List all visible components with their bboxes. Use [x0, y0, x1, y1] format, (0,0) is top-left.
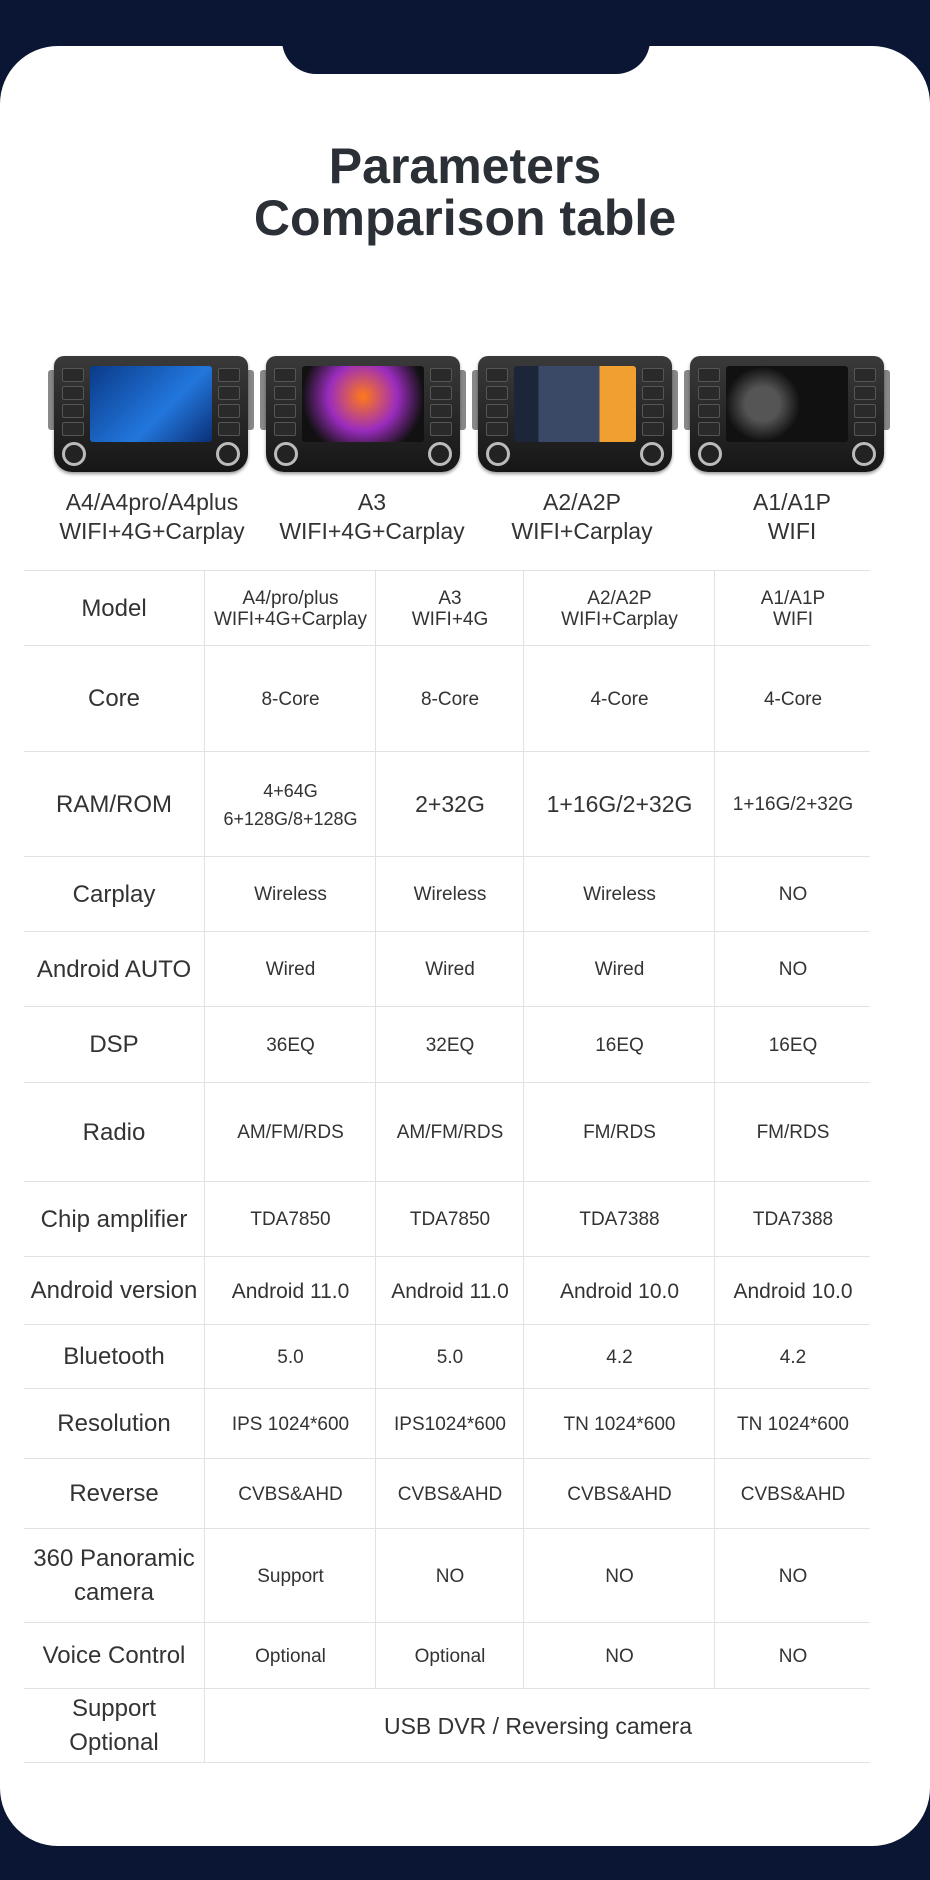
table-row-reverse — [24, 1458, 870, 1529]
table-cell: 1+16G/2+32G — [523, 752, 715, 857]
unit-label-a2: A2/A2P WIFI+Carplay — [511, 489, 653, 544]
table-cell: 2+32G — [375, 752, 524, 857]
table-cell: 16EQ — [714, 1007, 871, 1083]
table-cell: Wired — [375, 932, 524, 1007]
table-cell: A1/A1P WIFI — [714, 571, 871, 646]
screen-image — [90, 366, 212, 442]
table-row-voice-control — [24, 1622, 870, 1689]
table-row-chip-amplifier — [24, 1181, 870, 1257]
table-cell: Wireless — [375, 857, 524, 932]
table-cell: Wired — [204, 932, 376, 1007]
table-cell: 8-Core — [375, 646, 524, 752]
table-cell: AM/FM/RDS — [375, 1083, 524, 1182]
row-label: Reverse — [69, 1480, 159, 1507]
table-cell: Optional — [204, 1623, 376, 1689]
table-cell: NO — [714, 1529, 871, 1623]
table-cell-span: USB DVR / Reversing camera — [204, 1689, 871, 1763]
table-cell: TDA7850 — [375, 1182, 524, 1257]
table-row-model — [24, 570, 870, 646]
table-cell: 32EQ — [375, 1007, 524, 1083]
row-label: RAM/ROM — [56, 790, 172, 818]
table-cell: Android 11.0 — [204, 1257, 376, 1325]
table-cell: NO — [714, 857, 871, 932]
table-cell: Wireless — [523, 857, 715, 932]
table-cell: 5.0 — [375, 1325, 524, 1389]
table-cell: A3 WIFI+4G — [375, 571, 524, 646]
row-label: Carplay — [72, 880, 156, 908]
table-row-android-auto — [24, 931, 870, 1007]
table-cell: CVBS&AHD — [714, 1459, 871, 1529]
table-cell: CVBS&AHD — [204, 1459, 376, 1529]
table-cell: TDA7850 — [204, 1182, 376, 1257]
table-cell: A4/pro/plus WIFI+4G+Carplay — [204, 571, 376, 646]
table-bottom-border — [24, 1762, 870, 1763]
table-cell: 36EQ — [204, 1007, 376, 1083]
table-cell: TN 1024*600 — [714, 1389, 871, 1459]
head-unit-image-a2 — [472, 350, 678, 472]
table-row-radio — [24, 1082, 870, 1182]
table-cell: 1+16G/2+32G — [714, 752, 871, 857]
table-cell: Support — [204, 1529, 376, 1623]
page-title-line1: Parameters — [328, 138, 602, 194]
table-cell: TN 1024*600 — [523, 1389, 715, 1459]
table-cell: NO — [714, 932, 871, 1007]
table-cell: TDA7388 — [714, 1182, 871, 1257]
table-row-360-camera — [24, 1528, 870, 1623]
table-cell: Android 10.0 — [714, 1257, 871, 1325]
unit-label-a3: A3 WIFI+4G+Carplay — [279, 489, 465, 544]
row-label: DSP — [89, 1031, 139, 1058]
table-cell: IPS1024*600 — [375, 1389, 524, 1459]
table-cell: 16EQ — [523, 1007, 715, 1083]
screen-image — [726, 366, 848, 442]
table-cell: FM/RDS — [714, 1083, 871, 1182]
table-cell: 4+64G 6+128G/8+128G — [204, 752, 376, 857]
screen-image — [302, 366, 424, 442]
row-label: Radio — [82, 1118, 146, 1146]
table-row-resolution — [24, 1388, 870, 1459]
head-unit-image-a3 — [260, 350, 466, 472]
table-cell: Optional — [375, 1623, 524, 1689]
table-cell: 4-Core — [523, 646, 715, 752]
table-cell: 4.2 — [714, 1325, 871, 1389]
row-label: Model — [81, 594, 147, 622]
row-label: Android AUTO — [36, 955, 192, 983]
table-cell: IPS 1024*600 — [204, 1389, 376, 1459]
unit-label-a1: A1/A1P WIFI — [753, 489, 831, 544]
row-label: Core — [87, 685, 141, 712]
table-cell: FM/RDS — [523, 1083, 715, 1182]
row-label: Chip amplifier — [40, 1205, 188, 1233]
top-notch — [282, 0, 650, 74]
page-title-line2: Comparison table — [253, 190, 677, 246]
row-label: Support Optional — [69, 1695, 159, 1756]
table-cell: CVBS&AHD — [375, 1459, 524, 1529]
table-row-core — [24, 645, 870, 752]
table-cell: NO — [523, 1623, 715, 1689]
unit-label-a4: A4/A4pro/A4plus WIFI+4G+Carplay — [59, 489, 245, 544]
head-unit-image-a1 — [684, 350, 890, 472]
table-row-dsp — [24, 1006, 870, 1083]
table-cell: 4.2 — [523, 1325, 715, 1389]
row-label: Resolution — [57, 1410, 171, 1437]
row-label: Bluetooth — [63, 1343, 165, 1370]
table-cell: CVBS&AHD — [523, 1459, 715, 1529]
table-row-android-version — [24, 1256, 870, 1325]
table-row-support-optional — [24, 1688, 870, 1763]
row-label: Voice Control — [42, 1642, 186, 1669]
row-label: Android version — [30, 1277, 198, 1304]
table-row-carplay — [24, 856, 870, 932]
row-label: 360 Panoramic camera — [33, 1545, 195, 1606]
table-cell: NO — [523, 1529, 715, 1623]
table-cell: Android 10.0 — [523, 1257, 715, 1325]
table-cell: AM/FM/RDS — [204, 1083, 376, 1182]
table-cell: 4-Core — [714, 646, 871, 752]
table-cell: A2/A2P WIFI+Carplay — [523, 571, 715, 646]
screen-image — [514, 366, 636, 442]
table-row-ram-rom — [24, 751, 870, 857]
table-row-bluetooth — [24, 1324, 870, 1389]
table-cell: 5.0 — [204, 1325, 376, 1389]
table-cell: Wired — [523, 932, 715, 1007]
table-cell: Wireless — [204, 857, 376, 932]
table-cell: NO — [714, 1623, 871, 1689]
head-unit-image-a4 — [48, 350, 254, 472]
table-cell: 8-Core — [204, 646, 376, 752]
table-cell: Android 11.0 — [375, 1257, 524, 1325]
table-cell: NO — [375, 1529, 524, 1623]
product-images — [48, 350, 898, 475]
table-cell: TDA7388 — [523, 1182, 715, 1257]
